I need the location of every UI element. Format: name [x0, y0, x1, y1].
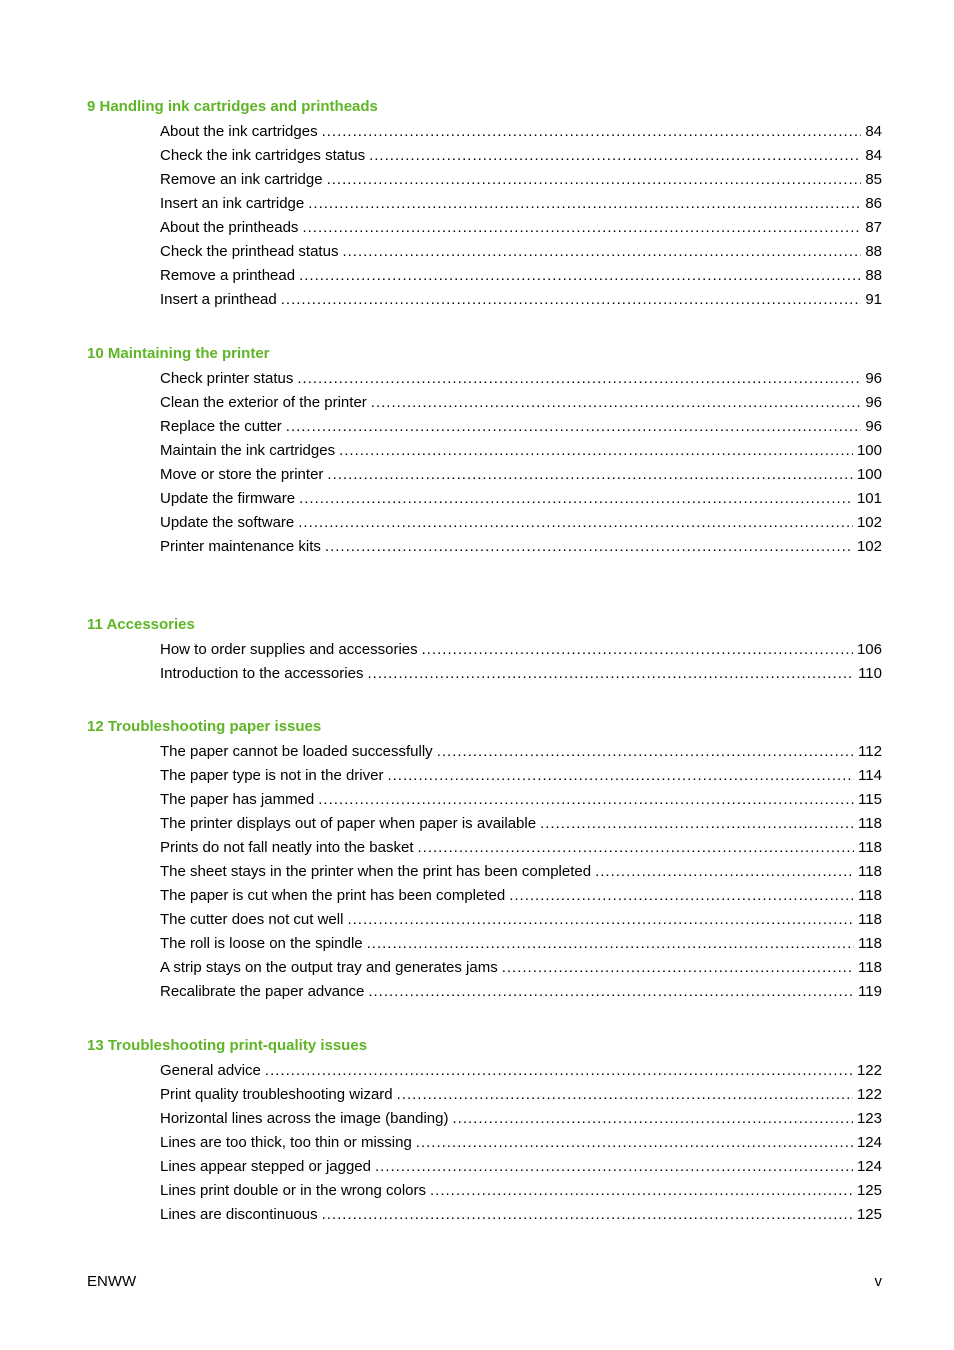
- toc-entry-label: Lines are discontinuous: [160, 1206, 318, 1223]
- toc-entry-page-number: 84: [865, 147, 882, 164]
- toc-entry-page-number: 100: [856, 466, 882, 483]
- dot-leader: [367, 932, 854, 956]
- toc-entry-label: Recalibrate the paper advance: [160, 983, 365, 1000]
- toc-entry-page-number: 102: [856, 538, 882, 555]
- dot-leader: [375, 1155, 853, 1179]
- toc-entry-label: Lines are too thick, too thin or missing: [160, 1134, 412, 1151]
- toc-entry-page-number: 118: [858, 839, 882, 856]
- toc-entry-link[interactable]: [160, 638, 882, 662]
- toc-entry-label: The paper is cut when the print has been completed: [160, 887, 506, 904]
- dot-leader: [265, 1059, 853, 1083]
- toc-entry-page-number: 124: [856, 1134, 882, 1151]
- dot-leader: [417, 836, 854, 860]
- toc-entry-link[interactable]: [160, 415, 882, 439]
- dot-leader: [416, 1131, 853, 1155]
- toc-entry-link[interactable]: [160, 463, 882, 487]
- toc-entry-label: Remove an ink cartridge: [160, 171, 323, 188]
- toc-entry-page-number: 125: [856, 1206, 882, 1223]
- toc-entry-link[interactable]: [160, 812, 882, 836]
- toc-entry-label: Check the ink cartridges status: [160, 147, 366, 164]
- toc-entry-list: [160, 1059, 882, 1227]
- toc-entry-link[interactable]: [160, 764, 882, 788]
- toc-entry-label: The roll is loose on the spindle: [160, 935, 363, 952]
- toc-entry-link[interactable]: [160, 1083, 882, 1107]
- toc-entry-page-number: 102: [856, 514, 882, 531]
- dot-leader: [308, 192, 861, 216]
- toc-entry-label: The paper cannot be loaded successfully: [160, 743, 433, 760]
- toc-entry-link[interactable]: [160, 1155, 882, 1179]
- toc-entry-page-number: 101: [856, 490, 882, 507]
- dot-leader: [342, 240, 861, 264]
- toc-entry-link[interactable]: [160, 1203, 882, 1227]
- dot-leader: [302, 216, 861, 240]
- dot-leader: [369, 144, 861, 168]
- toc-entry-link[interactable]: [160, 120, 882, 144]
- toc-entry-link[interactable]: [160, 144, 882, 168]
- dot-leader: [327, 463, 853, 487]
- toc-entry-label: Horizontal lines across the image (banding): [160, 1110, 449, 1127]
- dot-leader: [397, 1083, 853, 1107]
- toc-entry-page-number: 115: [858, 791, 882, 808]
- toc-entry-label: Introduction to the accessories: [160, 665, 364, 682]
- toc-entry-link[interactable]: [160, 908, 882, 932]
- toc-entry-page-number: 122: [856, 1086, 882, 1103]
- toc-entry-link[interactable]: [160, 1131, 882, 1155]
- toc-entry-label: Print quality troubleshooting wizard: [160, 1086, 393, 1103]
- dot-leader: [299, 264, 861, 288]
- toc-entry-link[interactable]: [160, 367, 882, 391]
- toc-entry-label: Check printer status: [160, 370, 294, 387]
- toc-entry-link[interactable]: [160, 1059, 882, 1083]
- toc-entry-page-number: 91: [865, 291, 882, 308]
- toc-entry-link[interactable]: [160, 487, 882, 511]
- toc-entry-label: Clean the exterior of the printer: [160, 394, 367, 411]
- toc-entry-list: [160, 740, 882, 1004]
- toc-entry-link[interactable]: [160, 1107, 882, 1131]
- toc-entry-label: The paper type is not in the driver: [160, 767, 384, 784]
- toc-entry-page-number: 123: [856, 1110, 882, 1127]
- toc-entry-list: [160, 638, 882, 686]
- toc-entry-label: Update the firmware: [160, 490, 296, 507]
- toc-entry-link[interactable]: [160, 192, 882, 216]
- toc-entry-label: Lines print double or in the wrong colors: [160, 1182, 426, 1199]
- dot-leader: [422, 638, 853, 662]
- dot-leader: [367, 662, 854, 686]
- toc-entry-link[interactable]: [160, 980, 882, 1004]
- toc-entry-label: Maintain the ink cartridges: [160, 442, 336, 459]
- chapter-heading-link[interactable]: 13 Troubleshooting print-quality issues: [87, 1037, 368, 1054]
- chapter-heading-link[interactable]: 10 Maintaining the printer: [87, 345, 270, 362]
- toc-entry-page-number: 96: [865, 370, 882, 387]
- toc-entry-page-number: 88: [865, 243, 882, 260]
- toc-entry-link[interactable]: [160, 439, 882, 463]
- toc-entry-page-number: 118: [858, 911, 882, 928]
- toc-entry-page-number: 88: [865, 267, 882, 284]
- toc-entry-page-number: 85: [865, 171, 882, 188]
- toc-entry-link[interactable]: [160, 264, 882, 288]
- toc-entry-label: Check the printhead status: [160, 243, 339, 260]
- toc-entry-label: How to order supplies and accessories: [160, 641, 418, 658]
- toc-entry-page-number: 96: [865, 418, 882, 435]
- toc-entry-label: A strip stays on the output tray and generates jams: [160, 959, 498, 976]
- toc-entry-page-number: 87: [865, 219, 882, 236]
- chapter-heading-link[interactable]: 9 Handling ink cartridges and printheads: [87, 98, 378, 115]
- toc-entry-page-number: 122: [856, 1062, 882, 1079]
- toc-entry-label: The sheet stays in the printer when the print has been completed: [160, 863, 592, 880]
- toc-entry-link[interactable]: [160, 662, 882, 686]
- toc-entry-label: Update the software: [160, 514, 295, 531]
- dot-leader: [509, 884, 854, 908]
- toc-entry-link[interactable]: [160, 216, 882, 240]
- toc-entry-page-number: 118: [858, 959, 882, 976]
- toc-entry-list: [160, 120, 882, 312]
- toc-entry-page-number: 86: [865, 195, 882, 212]
- toc-entry-label: About the ink cartridges: [160, 123, 318, 140]
- toc-entry-link[interactable]: [160, 932, 882, 956]
- toc-entry-label: The printer displays out of paper when paper is available: [160, 815, 537, 832]
- toc-entry-link[interactable]: [160, 511, 882, 535]
- toc-entry-link[interactable]: [160, 288, 882, 312]
- toc-entry-link[interactable]: [160, 788, 882, 812]
- chapter-heading-link[interactable]: 11 Accessories: [87, 616, 195, 633]
- footer-left-text: ENWW: [87, 1273, 137, 1290]
- toc-entry-label: Prints do not fall neatly into the basket: [160, 839, 414, 856]
- toc-entry-link[interactable]: [160, 240, 882, 264]
- dot-leader: [371, 391, 862, 415]
- toc-entry-page-number: 119: [858, 983, 882, 1000]
- dot-leader: [286, 415, 862, 439]
- toc-entry-page-number: 84: [865, 123, 882, 140]
- dot-leader: [430, 1179, 853, 1203]
- toc-entry-page-number: 110: [858, 665, 882, 682]
- toc-entry-list: [160, 367, 882, 559]
- toc-entry-label: The cutter does not cut well: [160, 911, 344, 928]
- toc-entry-page-number: 125: [856, 1182, 882, 1199]
- toc-entry-page-number: 114: [858, 767, 882, 784]
- dot-leader: [327, 168, 862, 192]
- dot-leader: [322, 1203, 853, 1227]
- toc-entry-link[interactable]: [160, 956, 882, 980]
- toc-entry-label: Remove a printhead: [160, 267, 296, 284]
- toc-entry-page-number: 112: [858, 743, 882, 760]
- toc-entry-label: About the printheads: [160, 219, 299, 236]
- toc-entry-link[interactable]: [160, 1179, 882, 1203]
- dot-leader: [299, 487, 853, 511]
- footer-page-number: v: [874, 1273, 882, 1290]
- dot-leader: [368, 980, 854, 1004]
- toc-entry-page-number: 100: [856, 442, 882, 459]
- toc-entry-label: Replace the cutter: [160, 418, 282, 435]
- toc-entry-link[interactable]: [160, 168, 882, 192]
- toc-entry-page-number: 118: [858, 935, 882, 952]
- toc-entry-label: Printer maintenance kits: [160, 538, 321, 555]
- toc-entry-link[interactable]: [160, 884, 882, 908]
- toc-entry-page-number: 118: [858, 815, 882, 832]
- dot-leader: [298, 511, 853, 535]
- toc-entry-link[interactable]: [160, 535, 882, 559]
- toc-entry-label: Insert a printhead: [160, 291, 277, 308]
- toc-entry-label: Lines appear stepped or jagged: [160, 1158, 371, 1175]
- toc-entry-label: Insert an ink cartridge: [160, 195, 305, 212]
- dot-leader: [387, 764, 854, 788]
- dot-leader: [502, 956, 854, 980]
- dot-leader: [325, 535, 853, 559]
- toc-entry-link[interactable]: [160, 860, 882, 884]
- toc-entry-page-number: 118: [858, 863, 882, 880]
- toc-entry-link[interactable]: [160, 391, 882, 415]
- dot-leader: [318, 788, 854, 812]
- dot-leader: [540, 812, 854, 836]
- toc-entry-page-number: 118: [858, 887, 882, 904]
- dot-leader: [281, 288, 862, 312]
- toc-entry-page-number: 106: [856, 641, 882, 658]
- toc-entry-label: General advice: [160, 1062, 261, 1079]
- dot-leader: [297, 367, 861, 391]
- toc-entry-label: The paper has jammed: [160, 791, 315, 808]
- dot-leader: [452, 1107, 852, 1131]
- dot-leader: [339, 439, 853, 463]
- toc-entry-label: Move or store the printer: [160, 466, 324, 483]
- toc-entry-page-number: 96: [865, 394, 882, 411]
- toc-entry-link[interactable]: [160, 740, 882, 764]
- dot-leader: [437, 740, 854, 764]
- dot-leader: [347, 908, 854, 932]
- toc-entry-page-number: 124: [856, 1158, 882, 1175]
- dot-leader: [595, 860, 854, 884]
- toc-entry-link[interactable]: [160, 836, 882, 860]
- chapter-heading-link[interactable]: 12 Troubleshooting paper issues: [87, 718, 322, 735]
- dot-leader: [322, 120, 862, 144]
